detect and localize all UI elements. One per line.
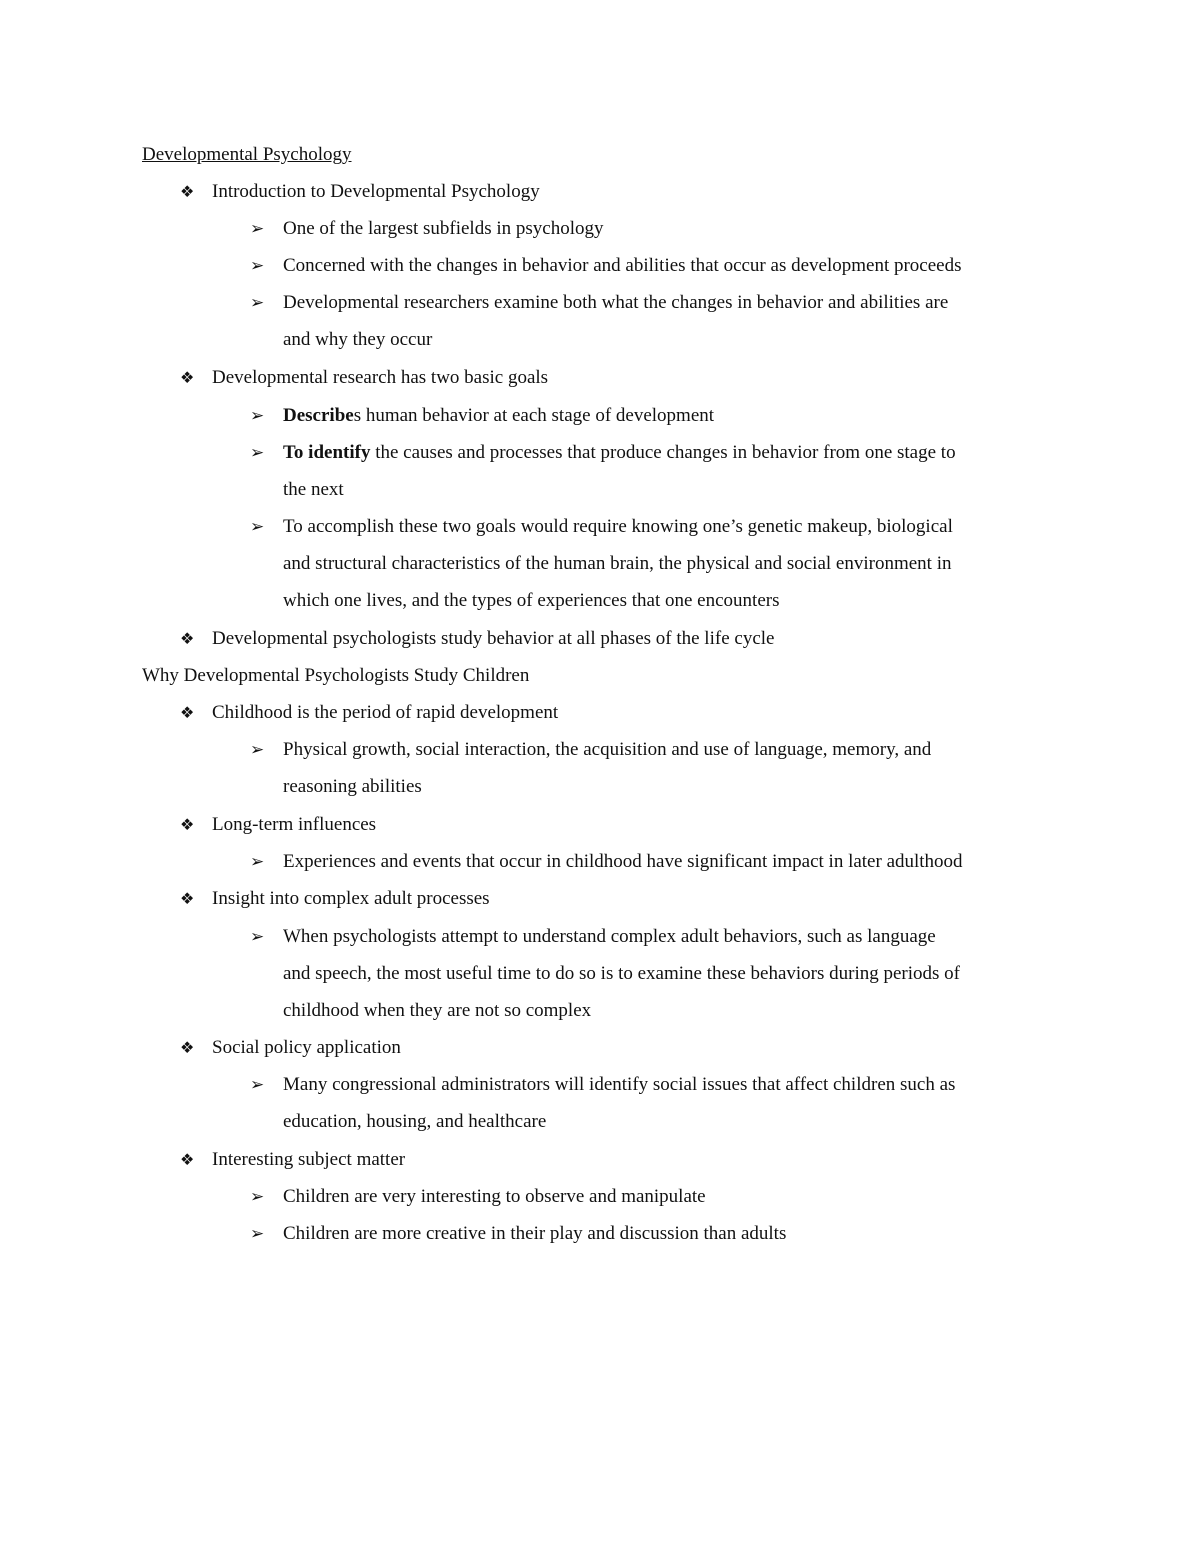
list-item-continuation: which one lives, and the types of experiences that one encounters [283,590,780,611]
list-item-continuation: and speech, the most useful time to do so is to examine these behaviors during periods of [283,963,960,984]
arrow-bullet-icon: ➢ [250,927,265,947]
arrow-bullet-icon: ➢ [250,443,265,463]
bold-term: Describe [283,405,354,426]
section-heading-developmental-psychology: Developmental Psychology [142,144,352,165]
arrow-bullet-icon: ➢ [250,219,265,239]
list-item-continuation: and structural characteristics of the human brain, the physical and social environment in [283,553,952,574]
list-item-continuation: reasoning abilities [283,776,422,797]
diamond-bullet-icon: ❖ [180,815,195,834]
list-item-continuation: and why they occur [283,329,433,350]
section-heading-why-study-children: Why Developmental Psychologists Study Children [142,665,530,686]
diamond-bullet-icon: ❖ [180,629,195,648]
arrow-bullet-icon: ➢ [250,406,265,426]
item-text: the causes and processes that produce changes in behavior from one stage to [370,442,956,463]
arrow-bullet-icon: ➢ [250,256,265,276]
diamond-bullet-icon: ❖ [180,889,195,908]
list-item: When psychologists attempt to understand complex adult behaviors, such as language [283,926,936,947]
arrow-bullet-icon: ➢ [250,1224,265,1244]
list-item: Concerned with the changes in behavior and abilities that occur as development proceeds [283,255,962,276]
arrow-bullet-icon: ➢ [250,852,265,872]
list-item: Introduction to Developmental Psychology [212,181,540,202]
list-item: Experiences and events that occur in childhood have significant impact in later adulthood [283,851,963,872]
list-item: Developmental researchers examine both what the changes in behavior and abilities are [283,292,949,313]
item-text: s human behavior at each stage of development [353,405,715,426]
list-item [283,404,714,428]
list-item [283,441,956,465]
arrow-bullet-icon: ➢ [250,740,265,760]
arrow-bullet-icon: ➢ [250,1187,265,1207]
diamond-bullet-icon: ❖ [180,703,195,722]
list-item-continuation: childhood when they are not so complex [283,1000,592,1021]
diamond-bullet-icon: ❖ [180,368,195,387]
arrow-bullet-icon: ➢ [250,293,265,313]
list-item-continuation: education, housing, and healthcare [283,1111,547,1132]
diamond-bullet-icon: ❖ [180,182,195,201]
diamond-bullet-icon: ❖ [180,1038,195,1057]
arrow-bullet-icon: ➢ [250,517,265,537]
list-item: Developmental research has two basic goals [212,367,549,388]
list-item: Social policy application [212,1037,401,1058]
list-item: One of the largest subfields in psychology [283,218,604,239]
list-item: Physical growth, social interaction, the acquisition and use of language, memory, and [283,739,932,760]
list-item: Many congressional administrators will identify social issues that affect children such as [283,1074,956,1095]
list-item: Interesting subject matter [212,1149,406,1170]
list-item: Long-term influences [212,814,377,835]
bold-term: To identify [283,442,371,463]
arrow-bullet-icon: ➢ [250,1075,265,1095]
list-item-continuation: the next [283,479,344,500]
list-item: Children are very interesting to observe and manipulate [283,1186,706,1207]
list-item: Childhood is the period of rapid development [212,702,559,723]
list-item: Children are more creative in their play and discussion than adults [283,1223,787,1244]
list-item: Insight into complex adult processes [212,888,490,909]
list-item: To accomplish these two goals would require knowing one’s genetic makeup, biological [283,516,953,537]
list-item: Developmental psychologists study behavior at all phases of the life cycle [212,628,775,649]
diamond-bullet-icon: ❖ [180,1150,195,1169]
